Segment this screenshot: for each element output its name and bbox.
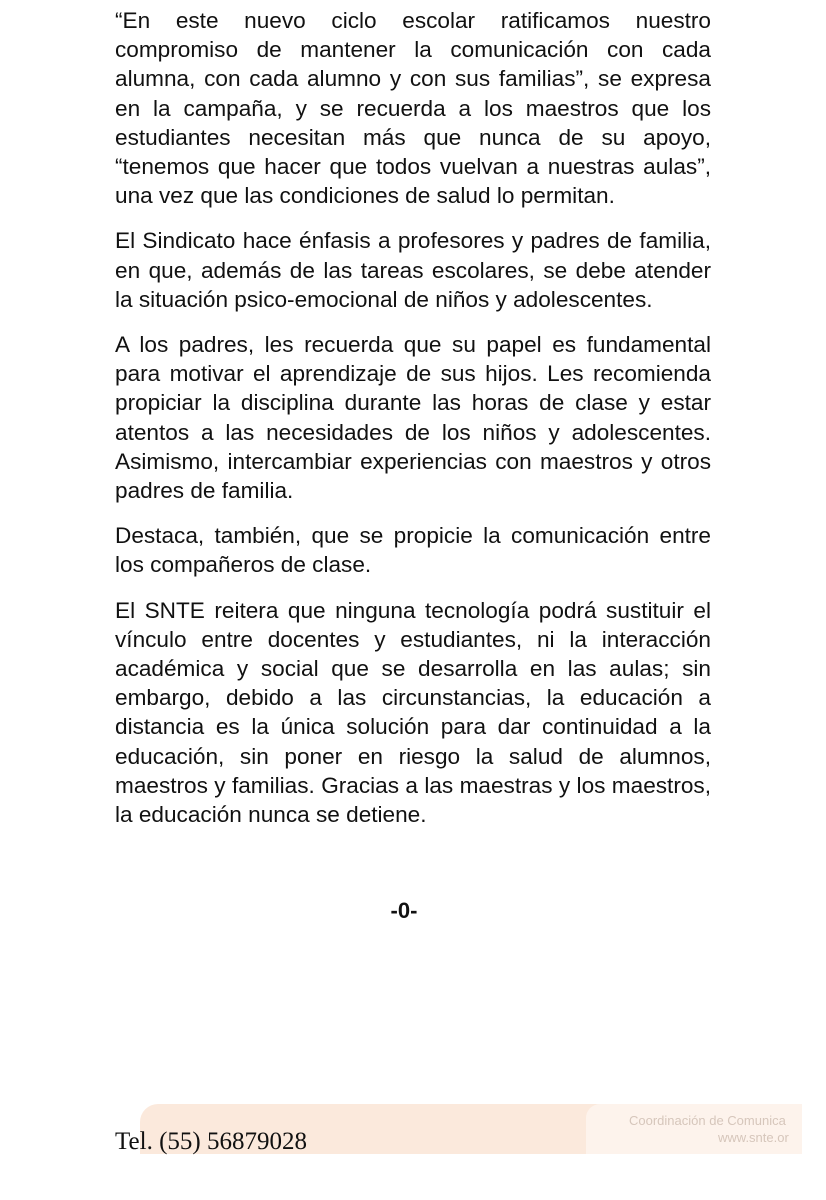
paragraph-1: “En este nuevo ciclo escolar ratificamos nuestro compromiso de mantener la comunicación con cada alumna, con cada alumno y con sus familias”, se expresa en la campaña, y se recuerda a los maestros que los estudiantes necesitan más que nunca de su apoyo, “tenemos que hacer que todos vuelvan a nuestras aulas”, una vez que las condiciones de salud lo permitan. bbox=[115, 8, 711, 209]
footer-website: www.snte.or bbox=[718, 1130, 789, 1145]
footer-contact-info bbox=[600, 1112, 826, 1146]
paragraph-5: El SNTE reitera que ninguna tecnología podrá sustituir el vínculo entre docentes y estudiantes, ni la interacción académica y social que se desarrolla en las aulas; sin embargo, debido a las circunstancias, la educación a distancia es la única solución para dar continuidad a la educación, sin poner en riesgo la salud de alumnos, maestros y familias. Gracias a las maestras y los maestros, la educación nunca se detiene. bbox=[115, 597, 711, 828]
paragraph-2: El Sindicato hace énfasis a profesores y padres de familia, en que, además de las tareas escolares, se debe atender la situación psico-emocional de niños y adolescentes. bbox=[115, 228, 711, 312]
paragraph-3: A los padres, les recuerda que su papel es fundamental para motivar el aprendizaje de sus hijos. Les recomienda propiciar la disciplina durante las horas de clase y estar atentos a las necesidades de los niños y adolescentes. Asimismo, intercambiar experiencias con maestros y otros padres de familia. bbox=[115, 332, 711, 504]
closing-mark-container bbox=[0, 898, 826, 924]
footer-telephone: Tel. (55) 56879028 bbox=[115, 1128, 307, 1155]
paragraph-4: Destaca, también, que se propicie la comunicación entre los compañeros de clase. bbox=[115, 523, 711, 578]
footer-department: Coordinación de Comunica bbox=[629, 1113, 786, 1128]
press-release-body bbox=[115, 6, 711, 845]
closing-mark: -0- bbox=[390, 898, 418, 923]
